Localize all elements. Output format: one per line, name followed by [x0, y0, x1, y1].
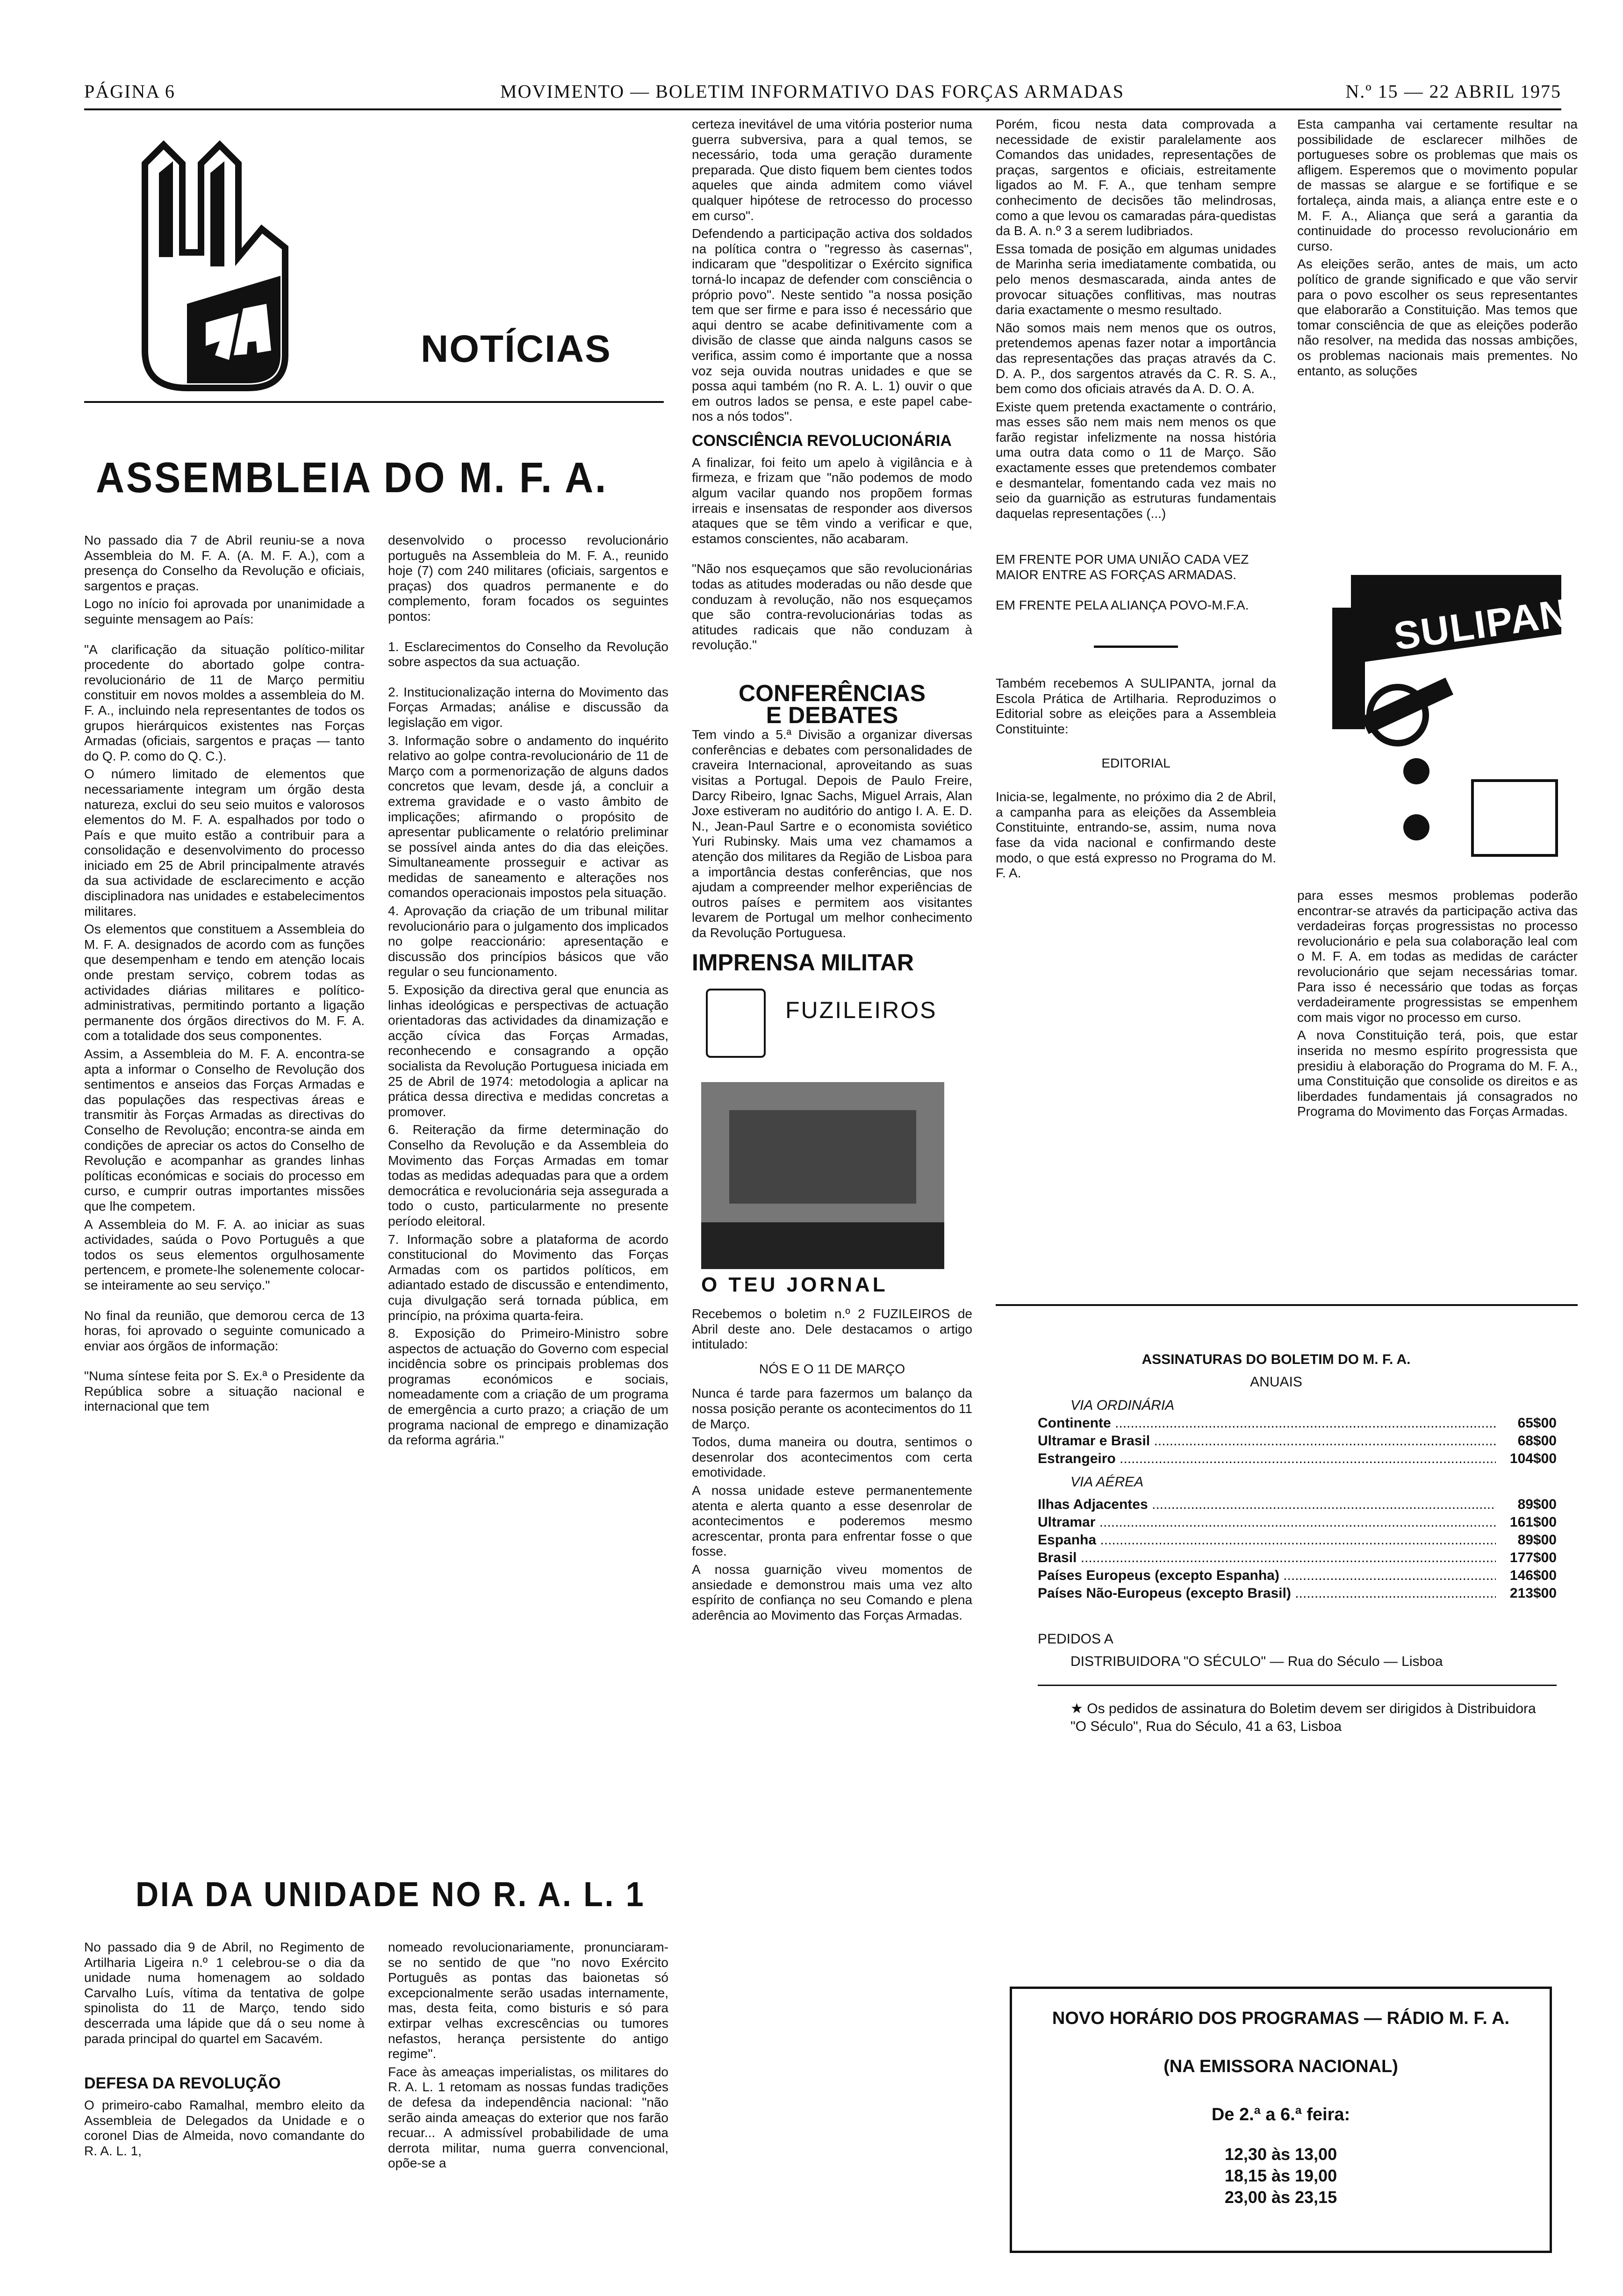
paragraph: "Não nos esqueçamos que são revolucionárias todas as atitudes moderadas ou não desde que conduzam à revolução, não nos esqueçamos que são contra-revolucionárias todas as atitudes radicais que não conduzam à revolução."	[692, 561, 972, 653]
paragraph: Os elementos que constituem a Assembleia do M. F. A. designados de acordo com as funções que desempenham e tendo em atenção locais onde prestam serviço, cobrem todas as actividades diárias militares e político-administrativas, permitindo portanto a ligação permanente dos órgãos directivos do M. F. A. com a totalidade dos seus componentes.	[84, 922, 365, 1043]
radio-time: 18,15 às 19,00	[1224, 2166, 1337, 2185]
divider	[1094, 646, 1178, 648]
paragraph: O número limitado de elementos que necessariamente integram um órgão desta natureza, exclui do seu seio muitos e valorosos elementos do M. F. A. espalhados por todo o País e que muito estão a contribuir para a consolidação e desenvolvimento do processo iniciado em 25 de Abril principalmente através da sua actividade de esclarecimento e acção disciplinadora nas unidades e estabelecimentos militares.	[84, 767, 365, 918]
via-ordinaria-label: VIA ORDINÁRIA	[1070, 1398, 1175, 1413]
radio-time: 23,00 às 23,15	[1224, 2188, 1337, 2207]
paragraph: 4. Aprovação da criação de um tribunal militar revolucionário para o julgamento dos implicados no golpe reaccionário: apresentação e discussão dos princípios básicos que vão regular o seu funcionamento.	[388, 904, 668, 979]
divider	[1038, 1685, 1557, 1686]
assinaturas-title: ASSINATURAS DO BOLETIM DO M. F. A.	[1142, 1352, 1411, 1367]
price-row: Países Não-Europeus (excepto Brasil) ..... 213$00	[1038, 1585, 1557, 1602]
consciencia-subhead: CONSCIÊNCIA REVOLUCIONÁRIA	[692, 431, 952, 450]
imprensa-headline: IMPRENSA MILITAR	[692, 949, 914, 976]
paragraph: nomeado revolucionariamente, pronunciaram-se no sentido de que "no novo Exército Português as pontas das baionetas só excepcionalmente serão usadas internamente, mas, desta feita, como bisturis e só para extirpar velhas excrescências ou tumores nefastos, herança persistente do antigo regime".	[388, 1940, 668, 2061]
noticias-rule	[84, 401, 664, 403]
paragraph: certeza inevitável de uma vitória posterior numa guerra subversiva, para a qual temos, se necessário, toda uma geração duramente preparada. Que disto fiquem bem cientes todos aqueles que ainda admitem como viável qualquer hipótese de retrocesso do processo em curso".	[692, 117, 972, 223]
price-row: Espanha ..... 89$00	[1038, 1531, 1557, 1549]
paragraph: Inicia-se, legalmente, no próximo dia 2 de Abril, a campanha para as eleições da Assembleia Constituinte, entrando-se, assim, numa nova fase da vida nacional e confirmando deste modo, o que está expresso no Programa do M. F. A.	[996, 789, 1276, 881]
paragraph: Essa tomada de posição em algumas unidades de Marinha seria imediatamente combatida, ou pelo menos desmascarada, ainda antes de provocar situações conflitivas, mas noutras daria exactamente o mesmo resultado.	[996, 241, 1276, 317]
col4	[996, 117, 1276, 884]
paragraph: Defendendo a participação activa dos soldados na política contra o "regresso às casernas", indicaram que "despolitizar o Exército significa torná-lo incapaz de defender com consciência o próprio povo". Neste sentido "a nossa posição tem que ser firme e para isso é necessário que aqui dentro se acabe definitivamente com a divisão de classe que ainda nalguns casos se verifica, assim como é importante que a nossa voz seja ouvida noutras unidades e que se possa aqui também (no R. A. L. 1) ouvir o que em outros lados se pensa, e este papel cabe-nos a nós todos".	[692, 226, 972, 424]
paragraph: desenvolvido o processo revolucionário português na Assembleia do M. F. A., reunido hoje (7) com 240 militares (oficiais, sargentos e praças) dos quadros permanente e do complemento, foram focados os seguintes pontos:	[388, 533, 668, 624]
anuais-label: ANUAIS	[1250, 1374, 1302, 1390]
editorial-title: EDITORIAL	[1101, 755, 1171, 770]
mfa-hand-icon	[131, 136, 309, 397]
header-rule	[84, 108, 1561, 110]
radio-days: De 2.ª a 6.ª feira:	[1211, 2105, 1350, 2124]
section-noticias: NOTÍCIAS	[421, 328, 611, 370]
paragraph: "A clarificação da situação político-militar procedente do abortado golpe contra-revolucionário de 11 de Março permitiu constituir em novos moldes a assembleia do M. F. A., incluindo nela representantes de todos os grupos hierárquicos existentes nas Forças Armadas (oficiais, sargentos e praças — tanto do Q. P. como do Q. C.).	[84, 642, 365, 763]
assinaturas-block	[1038, 1351, 1557, 1736]
debates-headline: E DEBATES	[766, 702, 898, 728]
assinatura-note: ★ Os pedidos de assinatura do Boletim devem ser dirigidos à Distribuidora "O Século", Rua do Século, 41 a 63, Lisboa	[1070, 1701, 1536, 1734]
sulipanta-title: SULIPANTA	[1391, 583, 1623, 659]
paragraph: para esses mesmos problemas poderão encontrar-se através da participação activa das verdadeiras forças progressistas no processo revolucionário e pela sua colaboração leal com o M. F. A. em todas as medidas de carácter revolucionário que sejam necessárias tomar. Para isso é necessário que todas as forças verdadeiramente progressistas se empenhem com mais vigor no processo em curso.	[1297, 888, 1578, 1025]
fuzileiros-article-title: NÓS E O 11 DE MARÇO	[759, 1361, 905, 1376]
paragraph: A nossa guarnição viveu momentos de ansiedade e demonstrou mais uma vez alto espírito de confiança no seu Comando e plena aderência ao Movimento das Forças Armadas.	[692, 1562, 972, 1622]
paragraph: O primeiro-cabo Ramalhal, membro eleito da Assembleia de Delegados da Unidade e o coronel Dias de Almeida, novo comandante do R. A. L. 1,	[84, 2098, 365, 2158]
paragraph: Face às ameaças imperialistas, os militares do R. A. L. 1 retomam as nossas fundas tradições de defesa da independência nacional: "não serão ainda ameaças do exterior que nos farão recuar... A admissível probabilidade de uma derrota militar, numa guerra convencional, opõe-se a	[388, 2064, 668, 2171]
slogan: EM FRENTE POR UMA UNIÃO CADA VEZ MAIOR ENTRE AS FORÇAS ARMADAS.	[996, 552, 1249, 582]
mfa-logo	[131, 136, 309, 397]
slogan: EM FRENTE PELA ALIANÇA POVO-M.F.A.	[996, 597, 1249, 612]
price-row: Ultramar ..... 161$00	[1038, 1514, 1557, 1531]
paragraph: 6. Reiteração da firme determinação do Conselho da Revolução e da Assembleia do Movimento das Forças Armadas em tomar todas as medidas adequadas para que a ordem democrática e revolucionária seja assegurada a todo o custo, particularmente no presente período eleitoral.	[388, 1122, 668, 1228]
unidade-headline: DIA DA UNIDADE NO R. A. L. 1	[136, 1875, 646, 1914]
paragraph: Porém, ficou nesta data comprovada a necessidade de existir paralelamente aos Comandos das unidades, representações de praças, sargentos e oficiais, estreitamente ligados ao M. F. A., que tenham sempre conhecimento de decisões tão melindrosas, como a que levou os camaradas pára-quedistas da B. A. n.º 3 a serem ludibriados.	[996, 117, 1276, 238]
ship-photo	[701, 1082, 944, 1269]
assembleia-headline: ASSEMBLEIA DO M. F. A.	[96, 454, 608, 502]
paragraph: 1. Esclarecimentos do Conselho da Revolução sobre aspectos da sua actuação.	[388, 639, 668, 669]
price-row: Ultramar e Brasil ..... 68$00	[1038, 1432, 1557, 1450]
sulipanta-logo	[1318, 575, 1623, 865]
paragraph: Esta campanha vai certamente resultar na possibilidade de esclarecer milhões de portugueses sobre os problemas que mais os afligem. Esperemos que o movimento popular de massas se alargue e se fortifique e se fortaleça, ainda mais, a aliança entre este e o M. F. A., Aliança que será a garantia da continuidade do processo revolucionário em curso.	[1297, 117, 1578, 253]
radio-time: 12,30 às 13,00	[1224, 2145, 1337, 2164]
radio-box	[1010, 1987, 1552, 2253]
radio-sub: (NA EMISSORA NACIONAL)	[1163, 2057, 1398, 2076]
page-number: PÁGINA 6	[84, 81, 175, 102]
issue-date: N.º 15 — 22 ABRIL 1975	[1345, 81, 1561, 102]
paragraph: Não somos mais nem menos que os outros, pretendemos apenas fazer notar a importância das representações das praças através da C. D. A. P., dos sargentos através da C. R. S. A., bem como dos oficiais através da A. D. O. A.	[996, 320, 1276, 396]
paragraph: Recebemos o boletim n.º 2 FUZILEIROS de Abril deste ano. Dele destacamos o artigo intitulado:	[692, 1306, 972, 1352]
price-row: Brasil ..... 177$00	[1038, 1549, 1557, 1567]
paragraph: A finalizar, foi feito um apelo à vigilância e à firmeza, e frizam que "não podemos de modo algum vacilar quando nos propõem formas irreais e insensatas de responder aos diversos ataques que se têm vindo a verificar e que, estamos conscientes, não acabaram.	[692, 455, 972, 546]
paragraph: A nossa unidade esteve permanentemente atenta e alerta quanto a esse desenrolar de acontecimentos e poderemos mesmo acrescentar, pronta para enfrentar fosse o que fosse.	[692, 1483, 972, 1559]
col3	[692, 117, 972, 1626]
conferencias-headline: CONFERÊNCIAS	[738, 680, 926, 706]
distribuidora-line: DISTRIBUIDORA "O SÉCULO" — Rua do Século — Lisboa	[1070, 1654, 1443, 1669]
col5-bottom	[1297, 888, 1578, 1122]
paragraph: No final da reunião, que demorou cerca de 13 horas, foi aprovado o seguinte comunicado a enviar aos órgãos de informação:	[84, 1308, 365, 1353]
page-header	[84, 80, 1561, 104]
paragraph: Nunca é tarde para fazermos um balanço da nossa posição perante os acontecimentos do 11 de Março.	[692, 1386, 972, 1431]
paragraph: 8. Exposição do Primeiro-Ministro sobre aspectos de actuação do Governo com especial incidência sobre os principais problemas dos programas económicos e sociais, nomeadamente com a criação de um programa de emergência a curto prazo; a criação de um programa nacional de emprego e dinamização da reforma agrária."	[388, 1326, 668, 1448]
radio-title: NOVO HORÁRIO DOS PROGRAMAS — RÁDIO M. F. A.	[1052, 2009, 1510, 2028]
assembleia-col2	[388, 533, 668, 1451]
fuzileiros-label: FUZILEIROS	[785, 997, 937, 1024]
via-aerea-label: VIA AÉREA	[1070, 1474, 1144, 1490]
price-row: Continente ..... 65$00	[1038, 1414, 1557, 1432]
paragraph: A nova Constituição terá, pois, que estar inserida no mesmo espírito progressista que presidiu à elaboração do Programa do M. F. A., uma Constituição que consolide os direitos e as liberdades fundamentais já consagrados no Programa do Movimento das Forças Armadas.	[1297, 1028, 1578, 1119]
publication-title: MOVIMENTO — BOLETIM INFORMATIVO DAS FORÇAS ARMADAS	[500, 81, 1124, 102]
paragraph: "Numa síntese feita por S. Ex.ª o Presidente da República sobre a situação nacional e internacional que tem	[84, 1369, 365, 1414]
paragraph: Assim, a Assembleia do M. F. A. encontra-se apta a informar o Conselho de Revolução dos sentimentos e anseios das Forças Armadas e das populações das respectivas áreas e transmitir às Forças Armadas as directivas do Conselho de Revolução; encontra-se ainda em condições de apreciar os actos do Conselho de Revolução e acompanhar as grandes linhas políticas económicas e sociais do processo em curso, e cumprir outras importantes missões que lhe competem.	[84, 1047, 365, 1213]
paragraph: 2. Institucionalização interna do Movimento das Forças Armadas; análise e discussão da legislação em vigor.	[388, 684, 668, 730]
paragraph: Também recebemos A SULIPANTA, jornal da Escola Prática de Artilharia. Reproduzimos o Editorial sobre as eleições para a Assembleia Constituinte:	[996, 676, 1276, 736]
paragraph: No passado dia 7 de Abril reuniu-se a nova Assembleia do M. F. A. (A. M. F. A.), com a presença do Conselho da Revolução e oficiais, sargentos e praças.	[84, 533, 365, 593]
paragraph: No passado dia 9 de Abril, no Regimento de Artilharia Ligeira n.º 1 celebrou-se o dia da unidade numa homenagem ao soldado Carvalho Luís, vítima da tentativa de golpe spinolista do 11 de Março, tendo sido descerrada uma lápide que dá o seu nome à parada principal do quartel em Sacavém.	[84, 1940, 365, 2046]
col5-top	[1297, 117, 1578, 381]
pedidos-label: PEDIDOS A	[1038, 1631, 1113, 1647]
paragraph: Todos, duma maneira ou doutra, sentimos o desenrolar dos acontecimentos com certa emotividade.	[692, 1435, 972, 1480]
price-row: Países Europeus (excepto Espanha) ..... 146$00	[1038, 1567, 1557, 1585]
defesa-subhead: DEFESA DA REVOLUÇÃO	[84, 2074, 281, 2093]
unidade-col2	[388, 1940, 668, 2174]
paragraph: 7. Informação sobre a plataforma de acordo constitucional do Movimento das Forças Armadas com os partidos políticos, em adiantado estado de discussão e entendimento, cuja divulgação será tornada pública, em princípio, na próxima quarta-feira.	[388, 1232, 668, 1323]
section-rule	[996, 1304, 1578, 1306]
price-row: Ilhas Adjacentes ..... 89$00	[1038, 1496, 1557, 1514]
paragraph: 3. Informação sobre o andamento do inquérito relativo ao golpe contra-revolucionário de 11 de Março com a pormenorização de alguns dados concretos que levam, desde já, a concluir a extrema gravidade e o vasto âmbito de implicações; afirmando o propósito de apresentar publicamente o relatório preliminar se possível ainda antes do dia das eleições. Simultaneamente prosseguir e activar as medidas de saneamento e alterações nos comandos operacionais impostos pela situação.	[388, 733, 668, 900]
paragraph: A Assembleia do M. F. A. ao iniciar as suas actividades, saúda o Povo Português a que todos os seus elementos orgulhosamente pertencem, e promete-lhe solenemente colocar-se inteiramente ao seu serviço."	[84, 1217, 365, 1292]
anchor-emblem-icon	[706, 989, 766, 1058]
paragraph: As eleições serão, antes de mais, um acto político de grande significado e que vão servir para o povo escolher os seus representantes que elaborarão a Constituição. Mas temos que tomar consciência de que as eleições poderão não resolver, na medida das nossas ambições, os problemas nacionais mais prementes. No entanto, as soluções	[1297, 257, 1578, 378]
paragraph: Tem vindo a 5.ª Divisão a organizar diversas conferências e debates com personalidades de craveira Internacional, aproveitando as suas visitas a Portugal. Depois de Paulo Freire, Darcy Ribeiro, Ignac Sachs, Miguel Arrais, Alan Joxe estiveram no auditório do antigo I. A. E. D. N., Jean-Paul Sartre e o economista soviético Yuri Rubinsky. Mais uma vez chamamos a atenção dos militares da Região de Lisboa para a importância destas conferências, que nos ajudam a compreender melhor experiências de outros países e permitem aos visitantes levarem de Portugal um melhor conhecimento da Revolução Portuguesa.	[692, 727, 972, 940]
paragraph: Logo no início foi aprovada por unanimidade a seguinte mensagem ao País:	[84, 596, 365, 626]
price-row: Estrangeiro ..... 104$00	[1038, 1450, 1557, 1468]
fuzileiros-footer: O TEU JORNAL	[701, 1273, 888, 1297]
fuzileiros-cover	[692, 975, 954, 1302]
paragraph: Existe quem pretenda exactamente o contrário, mas esses são nem mais nem menos os que farão registar infelizmente na nossa história uma outra data como o 11 de Março. São exactamente esses que pretendemos combater e desmantelar, fomentando cada vez mais no seio da guarnição as estruturas fundamentais daquelas representações (...)	[996, 399, 1276, 521]
paragraph: 5. Exposição da directiva geral que enuncia as linhas ideológicas e perspectivas de actuação orientadoras das actividades da dinamização e acção cívica das Forças Armadas, reconhecendo e consagrando a opção socialista da Revolução Portuguesa iniciada em 25 de Abril de 1974: metodologia a aplicar na prática dessa directiva e medidas concretas a promover.	[388, 983, 668, 1119]
assembleia-col1	[84, 533, 365, 1417]
unidade-col1	[84, 1940, 365, 2162]
